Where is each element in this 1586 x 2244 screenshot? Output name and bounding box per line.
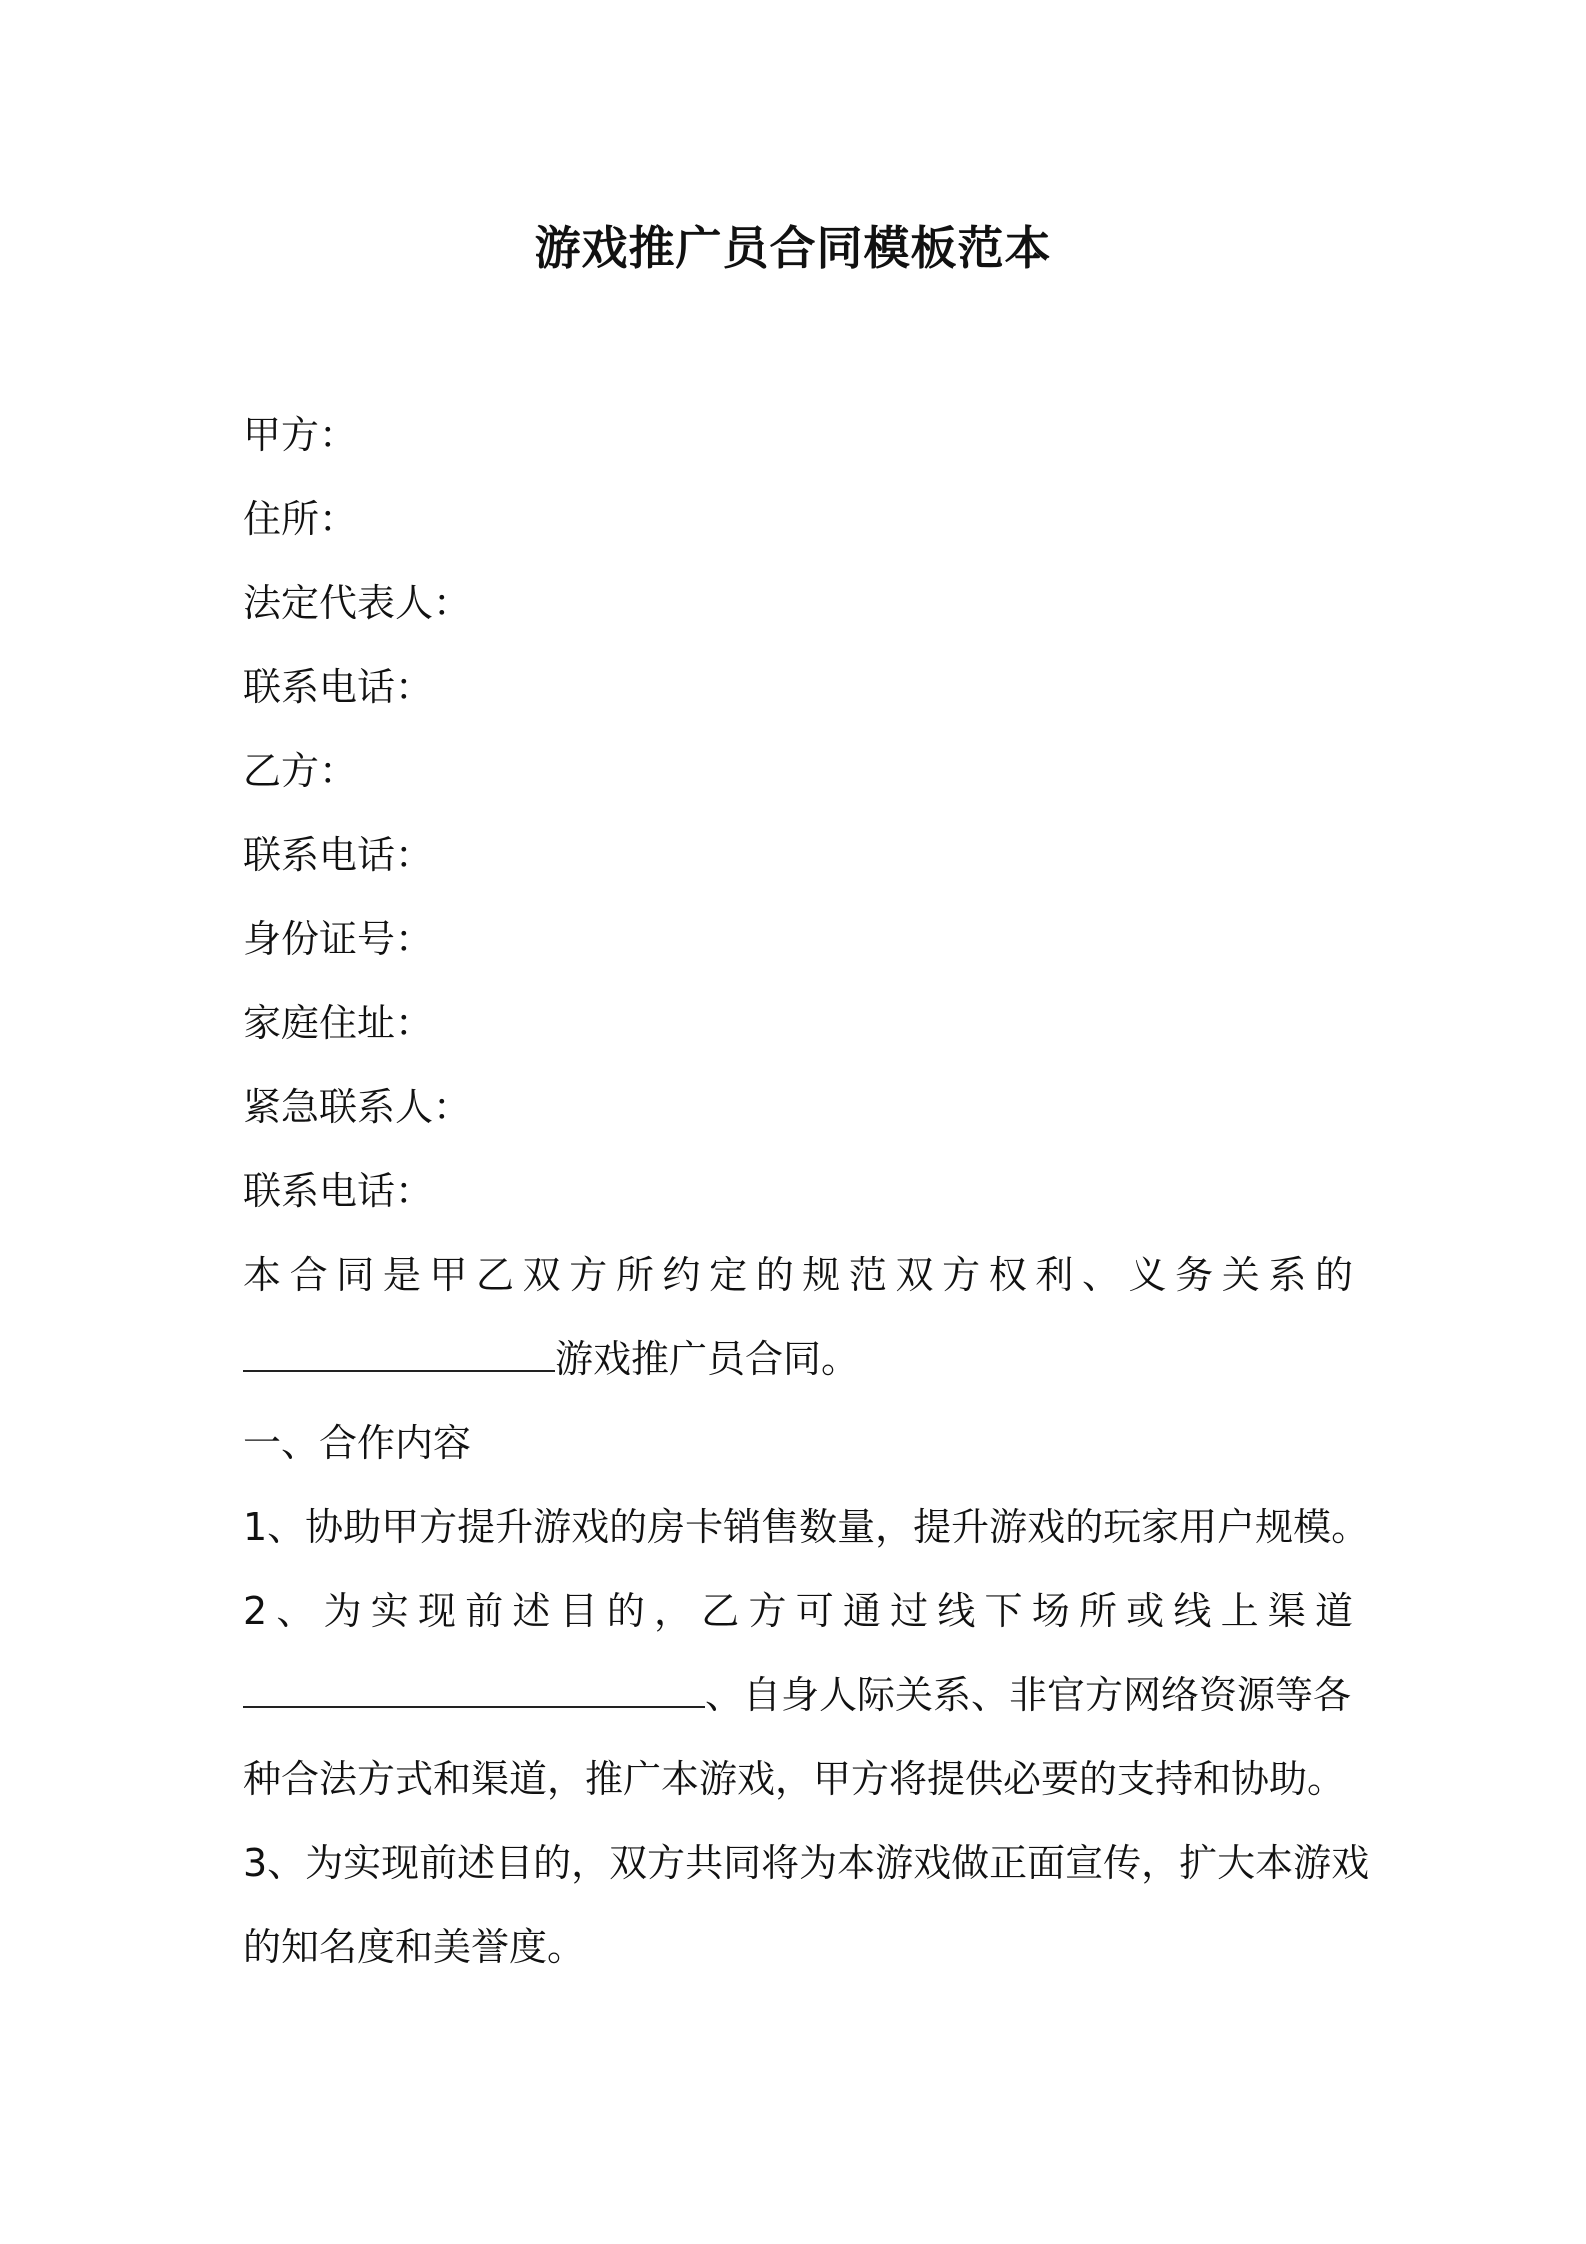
item2-line2-text: 、自身人际关系、非官方网络资源等各 [705,1673,1352,1717]
field-emergency-contact: 紧急联系人： [243,1085,472,1129]
field-party-b: 乙方： [243,749,358,793]
field-id-number: 身份证号： [243,917,434,961]
field-party-a: 甲方： [243,413,358,457]
clause-item-3-line2: 的知名度和美誉度。 [243,1925,586,1969]
clause-item-2-line1: 2、为实现前述目的，乙方可通过线下场所或线上渠道 [243,1589,1353,1633]
field-emergency-phone: 联系电话： [243,1169,434,1213]
field-party-b-phone: 联系电话： [243,833,434,877]
intro-line2-text: 游戏推广员合同。 [555,1337,860,1381]
intro-paragraph-line2 [243,1334,859,1384]
clause-item-2-line3: 种合法方式和渠道，推广本游戏，甲方将提供必要的支持和协助。 [243,1757,1346,1801]
intro-paragraph-line1: 本合同是甲乙双方所约定的规范双方权利、义务关系的 [243,1253,1353,1297]
field-home-address: 家庭住址： [243,1001,434,1045]
document-title: 游戏推广员合同模板范本 [534,221,1052,275]
contract-type-blank [243,1340,555,1372]
section-heading-cooperation: 一、合作内容 [243,1421,472,1465]
field-residence: 住所： [243,497,358,541]
channel-blank [243,1676,705,1708]
clause-item-2-line2 [243,1670,1351,1720]
field-legal-representative: 法定代表人： [243,581,472,625]
field-party-a-phone: 联系电话： [243,665,434,709]
clause-item-3-line1: 3、为实现前述目的，双方共同将为本游戏做正面宣传，扩大本游戏 [243,1841,1370,1885]
clause-item-1: 1、协助甲方提升游戏的房卡销售数量，提升游戏的玩家用户规模。 [243,1505,1370,1549]
